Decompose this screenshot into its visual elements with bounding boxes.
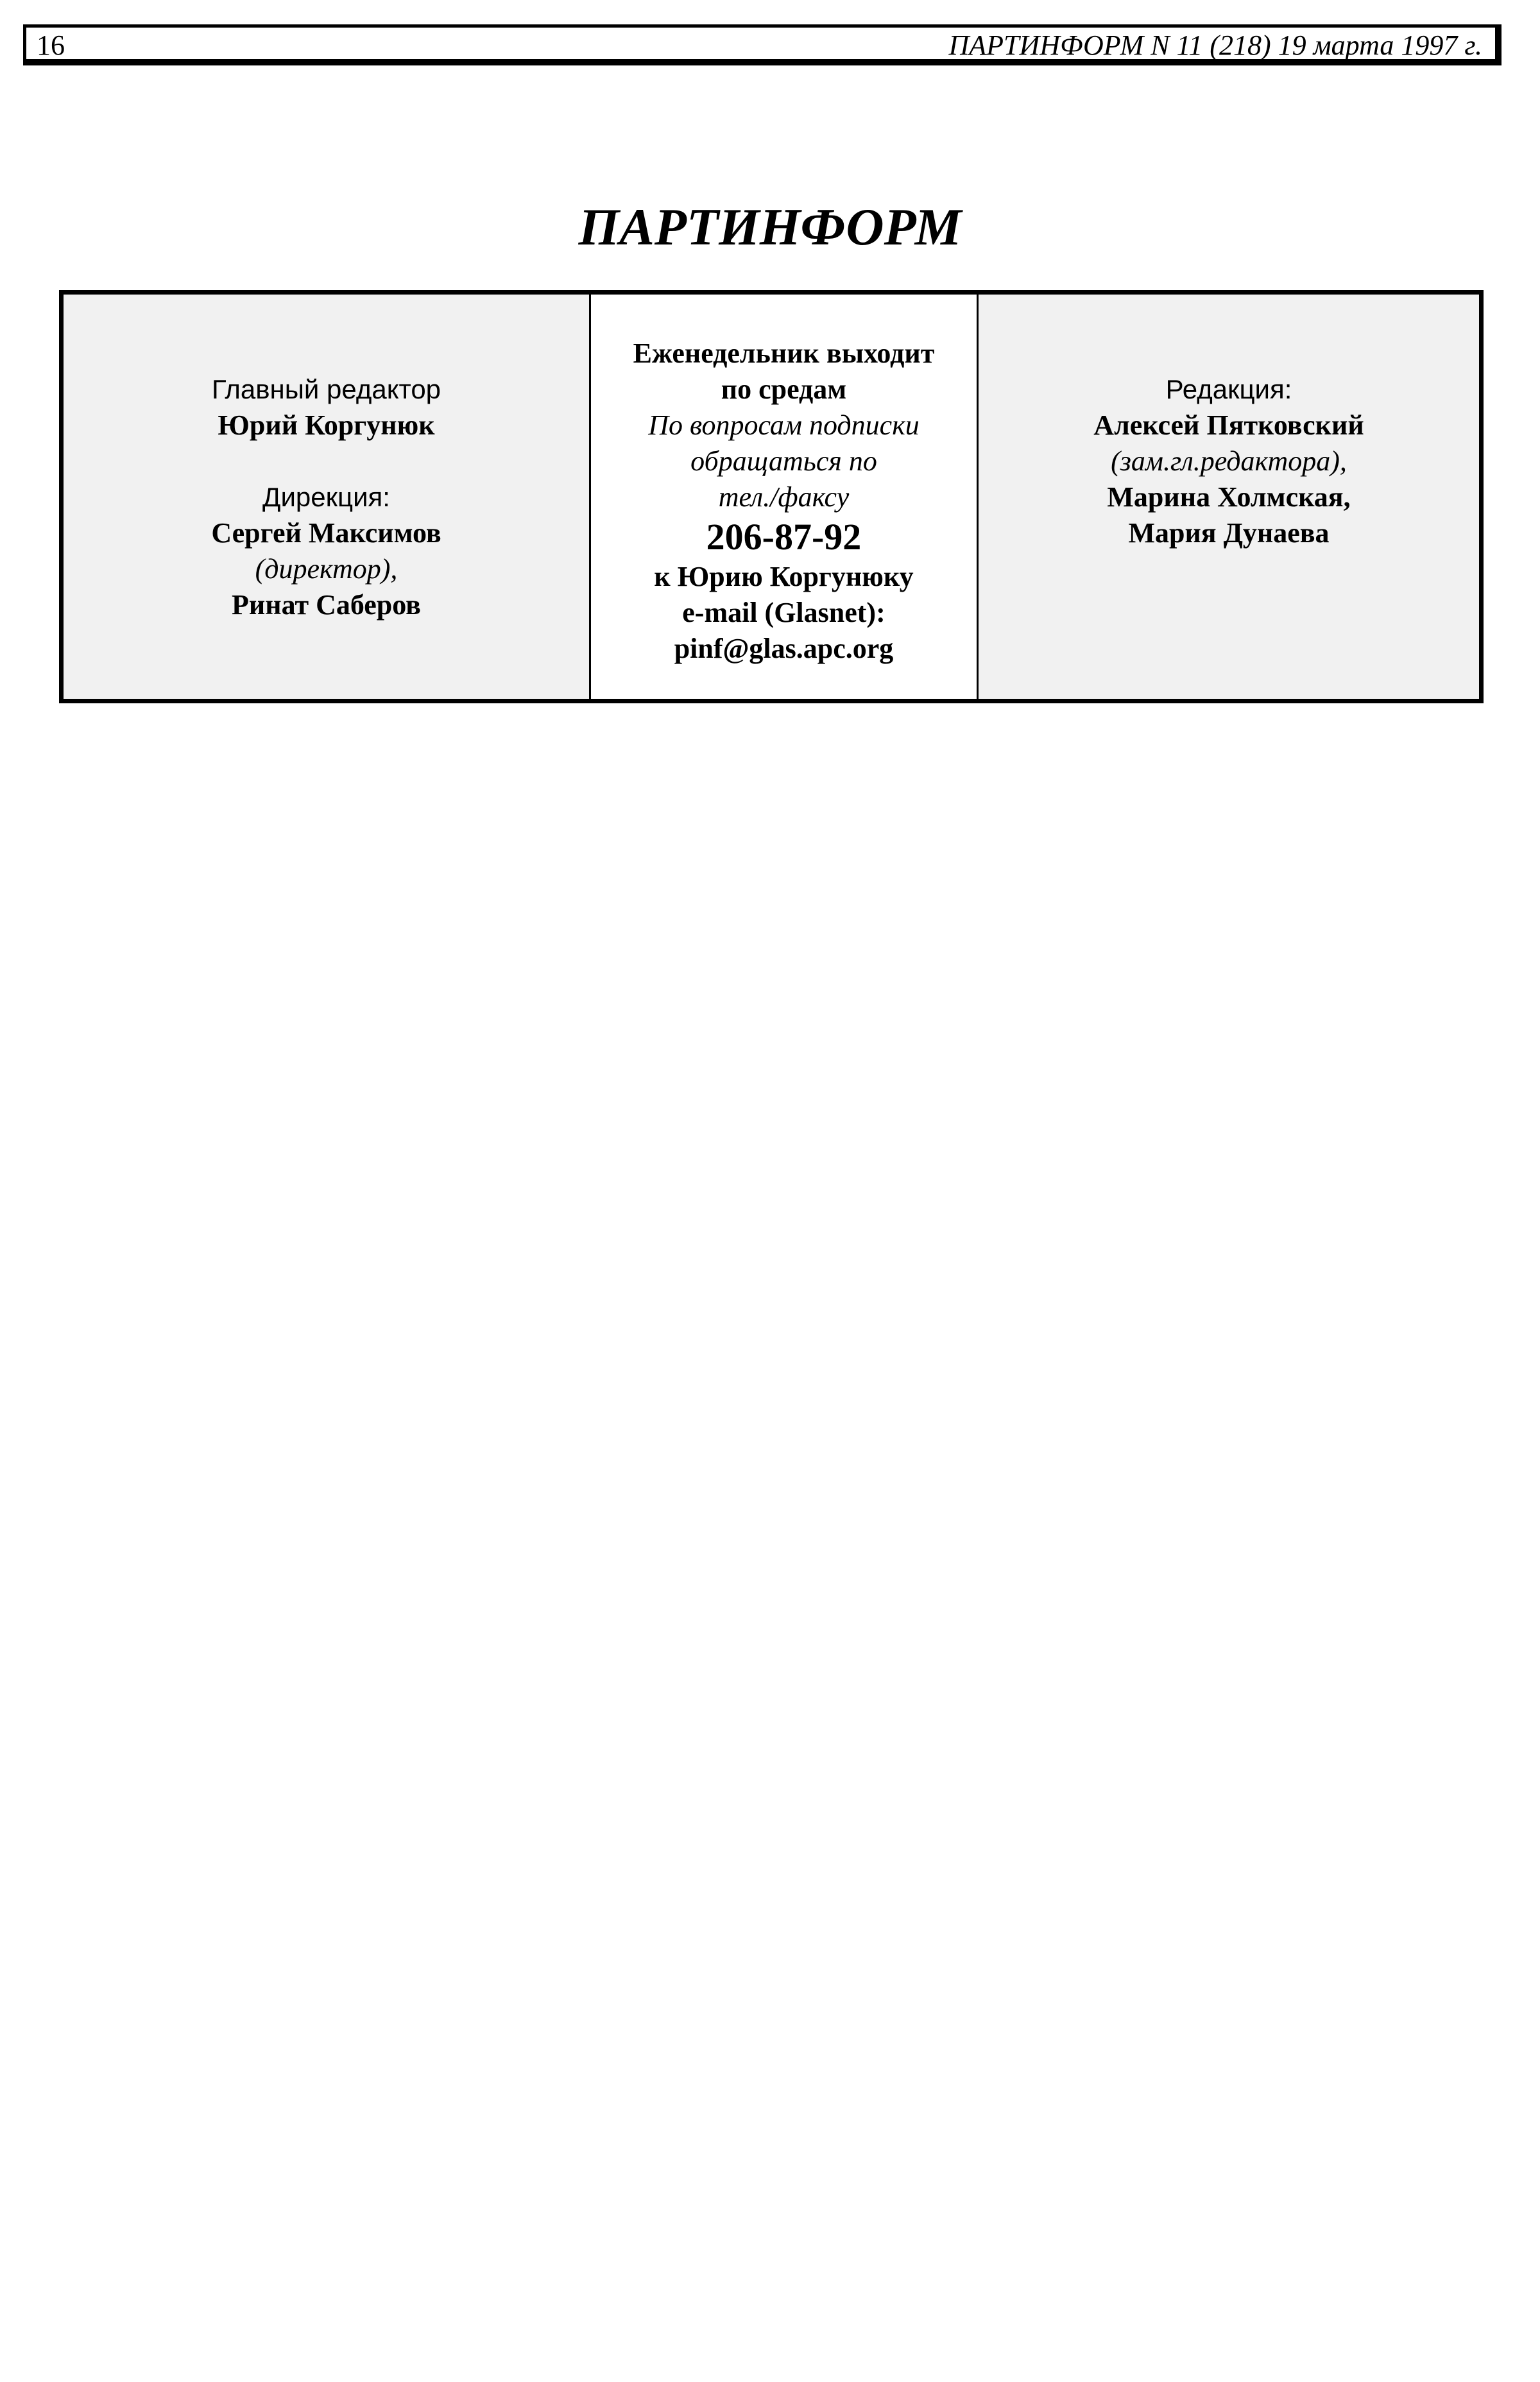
weekly-schedule-line: Еженедельник выходит (633, 338, 935, 369)
imprint-box (59, 290, 1484, 703)
masthead-title: ПАРТИНФОРМ (578, 198, 962, 256)
staff-member-name: Мария Дунаева (1128, 517, 1330, 549)
phone-fax-label: тел./факсу (718, 481, 850, 513)
subscription-line: По вопросам подписки (648, 409, 920, 441)
imprint-center-column (591, 295, 979, 699)
staff-member-name: Марина Холмская, (1107, 481, 1351, 513)
director-role: (директор), (255, 553, 398, 585)
second-director-name: Ринат Саберов (232, 589, 421, 621)
contact-person: к Юрию Коргунюку (654, 561, 914, 592)
deputy-editor-name: Алексей Пятковский (1093, 409, 1364, 441)
imprint-right-column (979, 295, 1479, 699)
editor-name: Юрий Коргунюк (218, 409, 435, 441)
weekly-schedule-day: по средам (721, 373, 847, 405)
page-number: 16 (37, 30, 65, 61)
email-address: pinf@glas.apc.org (674, 633, 894, 664)
imprint-left-column (64, 295, 591, 699)
editor-label: Главный редактор (211, 374, 441, 404)
directorate-label: Дирекция: (262, 482, 390, 512)
director-name: Сергей Максимов (211, 517, 441, 549)
page-header-bar (23, 24, 1502, 65)
issue-line: ПАРТИНФОРМ N 11 (218) 19 марта 1997 г. (948, 30, 1482, 61)
subscription-contact-line: обращаться по (690, 445, 877, 477)
phone-number: 206-87-92 (706, 516, 862, 558)
staff-label: Редакция: (1165, 374, 1292, 404)
spacer (64, 443, 589, 479)
deputy-editor-role: (зам.гл.редактора), (1111, 445, 1347, 477)
email-label: e-mail (Glasnet): (682, 597, 886, 628)
